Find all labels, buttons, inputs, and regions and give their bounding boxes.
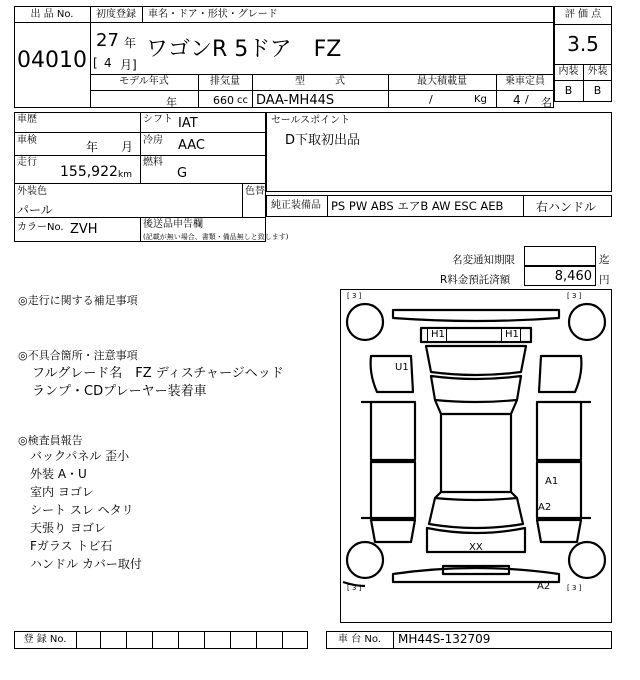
- shift-label: シフト: [143, 114, 173, 125]
- inspector-heading: ◎検査員報告: [18, 434, 83, 447]
- model-year-unit: 年: [166, 96, 177, 109]
- recycle-label: R料金預託済額: [440, 274, 511, 286]
- notice-value-box: [524, 246, 596, 266]
- right-front-door: [537, 402, 581, 460]
- shift-value: IAT: [178, 116, 198, 131]
- recycle-unit: 円: [599, 274, 610, 286]
- equipment-label: 純正装備品: [271, 200, 321, 211]
- color-no-value: ZVH: [70, 222, 98, 237]
- history-label: 車歴: [17, 114, 37, 125]
- report-line: ハンドル カバー取付: [30, 557, 142, 571]
- roof: [441, 414, 511, 492]
- driving-notes-heading: ◎走行に関する補足事項: [18, 294, 138, 307]
- model-code: DAA-MH44S: [256, 93, 335, 108]
- aftermarket-label: 後送品申告欄: [143, 219, 203, 230]
- damage-code-a1: A1: [545, 476, 559, 487]
- model-year-label: モデル年式: [119, 76, 169, 87]
- right-rear-fender: [537, 520, 581, 542]
- equipment-list: PS PW ABS エアB AW ESC AEB: [331, 199, 504, 213]
- registration-year-unit: 年: [124, 36, 137, 50]
- exterior-label: 外装: [587, 66, 608, 77]
- damage-code-h1-left: H1: [431, 329, 445, 340]
- capacity-unit: 名: [541, 96, 552, 109]
- chassis-number-label: 車 台 No.: [338, 634, 381, 645]
- notice-label: 名変通知期限: [452, 254, 515, 266]
- fuel-label: 燃料: [143, 157, 163, 168]
- handle-side: 右ハンドル: [536, 200, 597, 214]
- notice-unit: 迄: [599, 254, 610, 266]
- lot-number: 04010: [17, 48, 87, 73]
- corner-label-front-left: [ 3 ]: [347, 292, 362, 300]
- sales-point-label: セールスポイント: [271, 115, 351, 126]
- report-line: 室内 ヨゴレ: [30, 485, 94, 499]
- right-front-fender: [539, 356, 581, 392]
- aftermarket-note: (記載が無い場合、書類・備品無しと致します): [143, 233, 289, 241]
- rear-window: [429, 498, 523, 528]
- fuel-value: G: [177, 166, 188, 181]
- corner-label-rear-left: [ 3 ]: [347, 584, 362, 592]
- sales-point-value: D下取初出品: [285, 133, 361, 148]
- score-label: 評 価 点: [564, 9, 602, 20]
- mileage-label: 走行: [17, 157, 37, 168]
- damage-code-a2-side: A2: [538, 502, 552, 513]
- left-rear-door: [371, 462, 415, 518]
- tire-rear-right: [569, 542, 605, 578]
- displacement-unit: cc: [237, 95, 248, 106]
- exterior-grade: B: [593, 84, 602, 97]
- interior-grade: B: [564, 84, 573, 97]
- lot-number-label: 出 品 No.: [30, 9, 74, 20]
- defects-line-2: ランプ・CDプレーヤー装着車: [32, 384, 207, 399]
- chassis-number: MH44S-132709: [398, 632, 491, 646]
- registration-month: 4: [104, 56, 112, 70]
- report-line: シート スレ ヘタリ: [30, 503, 134, 517]
- report-line: 天張り ヨゴレ: [30, 521, 106, 535]
- max-load-unit: Kg: [474, 94, 487, 105]
- damage-code-xx: XX: [469, 542, 483, 553]
- report-line: 外装 A・U: [30, 467, 87, 481]
- registration-year: 27: [96, 30, 119, 51]
- report-line: Fガラス トビ石: [30, 539, 113, 553]
- score-value: 3.5: [567, 32, 599, 56]
- ac-value: AAC: [178, 138, 205, 153]
- displacement-label: 排気量: [210, 76, 240, 87]
- defects-line-1: フルグレード名 FZ ディスチャージヘッド: [32, 366, 284, 381]
- damage-diagram: [340, 289, 612, 623]
- car-outline-diagram: [341, 290, 611, 622]
- color-no-label: カラーNo.: [17, 222, 64, 233]
- tire-front-left: [347, 304, 383, 340]
- ac-label: 冷房: [143, 135, 163, 146]
- capacity-label: 乗車定員: [505, 76, 545, 87]
- damage-code-u1: U1: [395, 362, 409, 373]
- left-rear-fender: [371, 520, 415, 542]
- capacity-value: 4: [513, 93, 521, 107]
- car-name: ワゴンR 5ドア FZ: [146, 37, 342, 62]
- recolor-label: 色替: [245, 186, 265, 197]
- mileage-value: 155,922: [60, 164, 118, 180]
- first-registration-label: 初度登録: [96, 9, 136, 20]
- front-bumper: [393, 310, 559, 321]
- model-code-label: 型 式: [295, 76, 345, 87]
- tire-rear-left: [347, 542, 383, 578]
- displacement-value: 660: [213, 94, 234, 107]
- max-load-label: 最大積載量: [417, 76, 467, 87]
- tire-front-right: [569, 304, 605, 340]
- hood: [426, 346, 526, 375]
- color-value: パール: [17, 203, 53, 217]
- car-name-label: 車名・ドア・形状・グレード: [148, 9, 278, 20]
- registration-number-label: 登 録 No.: [23, 634, 67, 645]
- color-label: 外装色: [17, 186, 47, 197]
- inspection-label: 車検: [17, 135, 37, 146]
- mileage-unit: km: [118, 170, 132, 180]
- windshield: [431, 376, 521, 402]
- recycle-value: 8,460: [554, 269, 592, 284]
- damage-code-a2-bumper: A2: [537, 581, 551, 592]
- defects-heading: ◎不具合箇所・注意事項: [18, 349, 138, 362]
- left-front-door: [371, 402, 415, 460]
- report-line: バックパネル 歪小: [30, 449, 130, 463]
- corner-label-front-right: [ 3 ]: [567, 292, 582, 300]
- damage-code-h1-right: H1: [505, 329, 519, 340]
- interior-label: 内装: [558, 66, 579, 77]
- corner-label-rear-right: [ 3 ]: [567, 584, 582, 592]
